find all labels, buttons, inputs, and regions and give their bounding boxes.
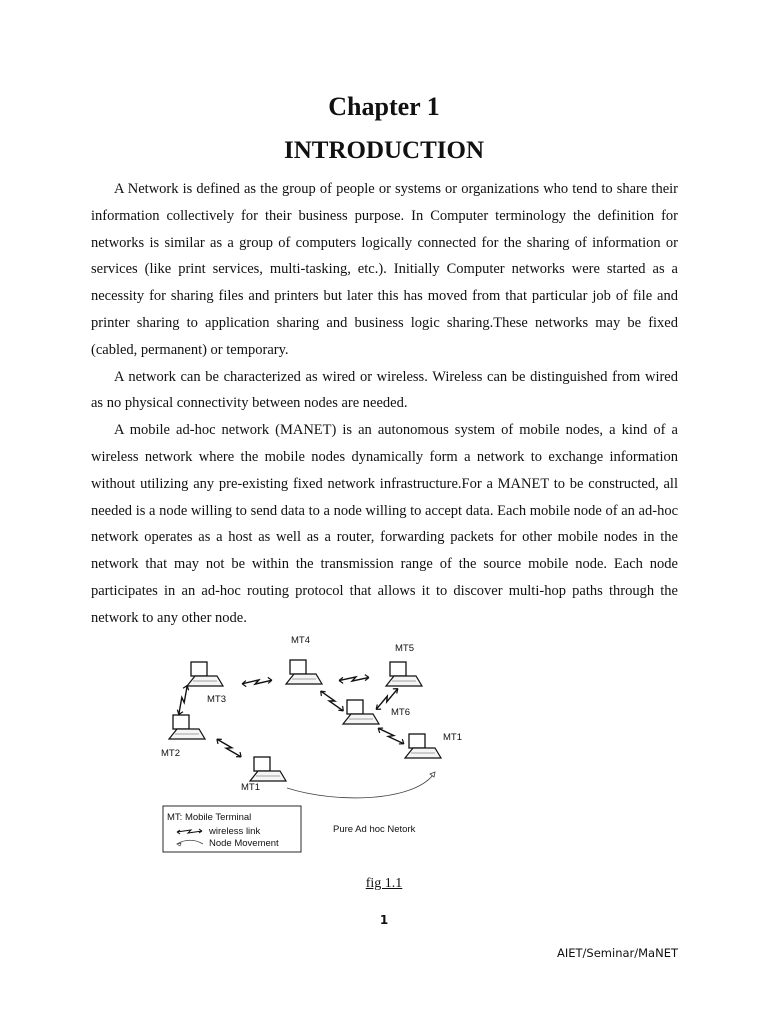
figure-caption: fig 1.1	[365, 876, 403, 891]
paragraph-manet: A mobile ad-hoc network (MANET) is an autonomous system of mobile nodes, a kind of a wireless network where the mobile nodes dynamically form a network to exchange information without utilizing any pre-existing fixed network infrastructure.For a MANET to be constructed, all needed is a node willing to send data to a node willing to accept data. Each mobile node of an ad-hoc network operates as a host as well as a router, forwarding packets for other mobile nodes in the network that may not be within the transmission range of the source mobile node. Each node participates in an ad-hoc routing protocol that allows it to discover multi-hop paths through the network to any other node.	[91, 422, 678, 626]
laptop-mt5-icon	[386, 662, 422, 686]
legend-wireless-link: wireless link	[209, 826, 261, 837]
node-label-mt1-right: MT1	[443, 732, 462, 743]
figure-legend	[163, 806, 301, 852]
node-label-mt6: MT6	[391, 707, 410, 718]
chapter-number: Chapter 1	[328, 92, 440, 121]
paragraph-wired-wireless: A network can be characterized as wired or wireless. Wireless can be distinguished from wired as no physical connectivity between nodes are needed.	[91, 368, 678, 412]
node-label-mt1-left: MT1	[241, 782, 260, 793]
legend-title: MT: Mobile Terminal	[167, 812, 252, 823]
node-label-mt5: MT5	[395, 643, 414, 654]
manet-figure	[157, 632, 475, 854]
body-text	[91, 176, 678, 632]
laptop-mt6-icon	[343, 700, 379, 724]
paragraph-network-definition: A Network is defined as the group of people or systems or organizations who tend to share their information collectively for their business purpose. In Computer terminology the definition for networks is similar as a group of computers logically connected for the sharing of information or services (like print services, multi-tasking, etc.). Initially Computer networks were started as a necessity for sharing files and printers but later this has moved from that particular job of file and printer sharing to application sharing and business logic sharing.These networks may be fixed (cabled, permanent) or temporary.	[91, 181, 678, 358]
laptop-mt4-icon	[286, 660, 322, 684]
node-label-mt4: MT4	[291, 635, 310, 646]
node-movement-arrowhead	[430, 772, 435, 777]
laptop-mt2-icon	[169, 715, 205, 739]
footer-text: AIET/Seminar/MaNET	[557, 946, 678, 960]
node-label-mt3: MT3	[207, 694, 226, 705]
laptop-mt1-left-icon	[250, 757, 286, 781]
node-label-mt2: MT2	[161, 748, 180, 759]
node-movement-arc	[287, 772, 435, 798]
laptop-mt3-icon	[187, 662, 223, 686]
laptop-mt1-right-icon	[405, 734, 441, 758]
legend-node-movement: Node Movement	[209, 838, 279, 849]
page-number: 1	[379, 913, 389, 927]
chapter-title: INTRODUCTION	[283, 137, 485, 164]
network-type-label: Pure Ad hoc Netork	[333, 824, 416, 835]
